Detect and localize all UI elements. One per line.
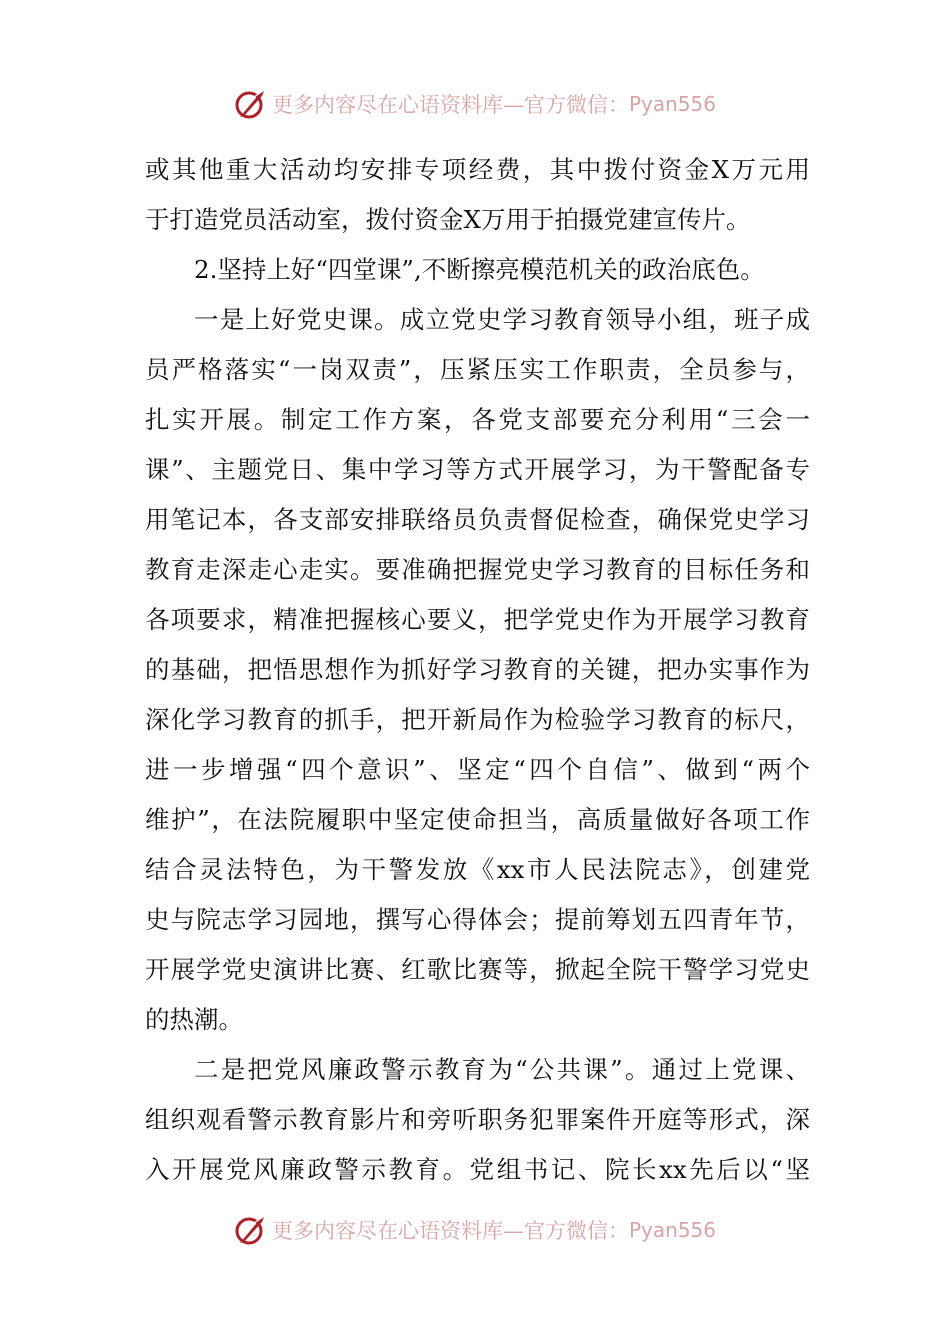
footer-watermark-banner [0, 1210, 950, 1250]
quill-logo-icon [234, 87, 268, 121]
text-line: 入开展党风廉政警示教育。党组书记、院长xx先后以“坚 [145, 1155, 810, 1184]
text-line: 开展学党史演讲比赛、红歌比赛等，掀起全院干警学习党史 [145, 955, 810, 984]
text-line: 史与院志学习园地，撰写心得体会；提前筹划五四青年节， [145, 905, 810, 934]
text-line: 结合灵法特色，为干警发放《xx市人民法院志》，创建党 [145, 855, 810, 884]
text-line: 的基础，把悟思想作为抓好学习教育的关键，把办实事作为 [145, 655, 810, 684]
footer-banner-text: 更多内容尽在心语资料库—官方微信： [271, 1219, 629, 1243]
header-watermark-banner [0, 84, 950, 124]
text-line: 课”、主题党日、集中学习等方式开展学习，为干警配备专 [145, 455, 810, 484]
text-line: 一是上好党史课。成立党史学习教育领导小组，班子成 [194, 305, 810, 334]
text-line: 用笔记本，各支部安排联络员负责督促检查，确保党史学习 [145, 505, 810, 534]
footer-banner-wechat-id: Pyan556 [628, 1218, 716, 1242]
text-line: 教育走深走心走实。要准确把握党史学习教育的目标任务和 [145, 555, 810, 584]
text-line: 进一步增强“四个意识”、坚定“四个自信”、做到“两个 [145, 755, 810, 784]
text-line: 的热潮。 [145, 1005, 243, 1034]
text-line: 各项要求，精准把握核心要义，把学党史作为开展学习教育 [145, 605, 810, 634]
text-line: 深化学习教育的抓手，把开新局作为检验学习教育的标尺， [145, 705, 810, 734]
text-line: 或其他重大活动均安排专项经费，其中拨付资金X万元用 [145, 155, 810, 184]
header-banner-wechat-id: Pyan556 [628, 92, 716, 116]
text-line: 维护”，在法院履职中坚定使命担当，高质量做好各项工作 [145, 805, 810, 834]
text-line: 于打造党员活动室，拨付资金X万用于拍摄党建宣传片。 [145, 205, 751, 234]
quill-logo-icon [234, 1213, 268, 1247]
header-banner-text: 更多内容尽在心语资料库—官方微信： [271, 93, 629, 117]
text-line: 员严格落实“一岗双责”，压紧压实工作职责，全员参与， [145, 355, 810, 384]
document-body [145, 145, 810, 1195]
text-line: 组织观看警示教育影片和旁听职务犯罪案件开庭等形式，深 [145, 1105, 810, 1134]
section-heading: 2.坚持上好“四堂课”,不断擦亮模范机关的政治底色。 [194, 255, 765, 284]
text-line: 二是把党风廉政警示教育为“公共课”。通过上党课、 [194, 1055, 810, 1084]
text-line: 扎实开展。制定工作方案，各党支部要充分利用“三会一 [145, 405, 810, 434]
